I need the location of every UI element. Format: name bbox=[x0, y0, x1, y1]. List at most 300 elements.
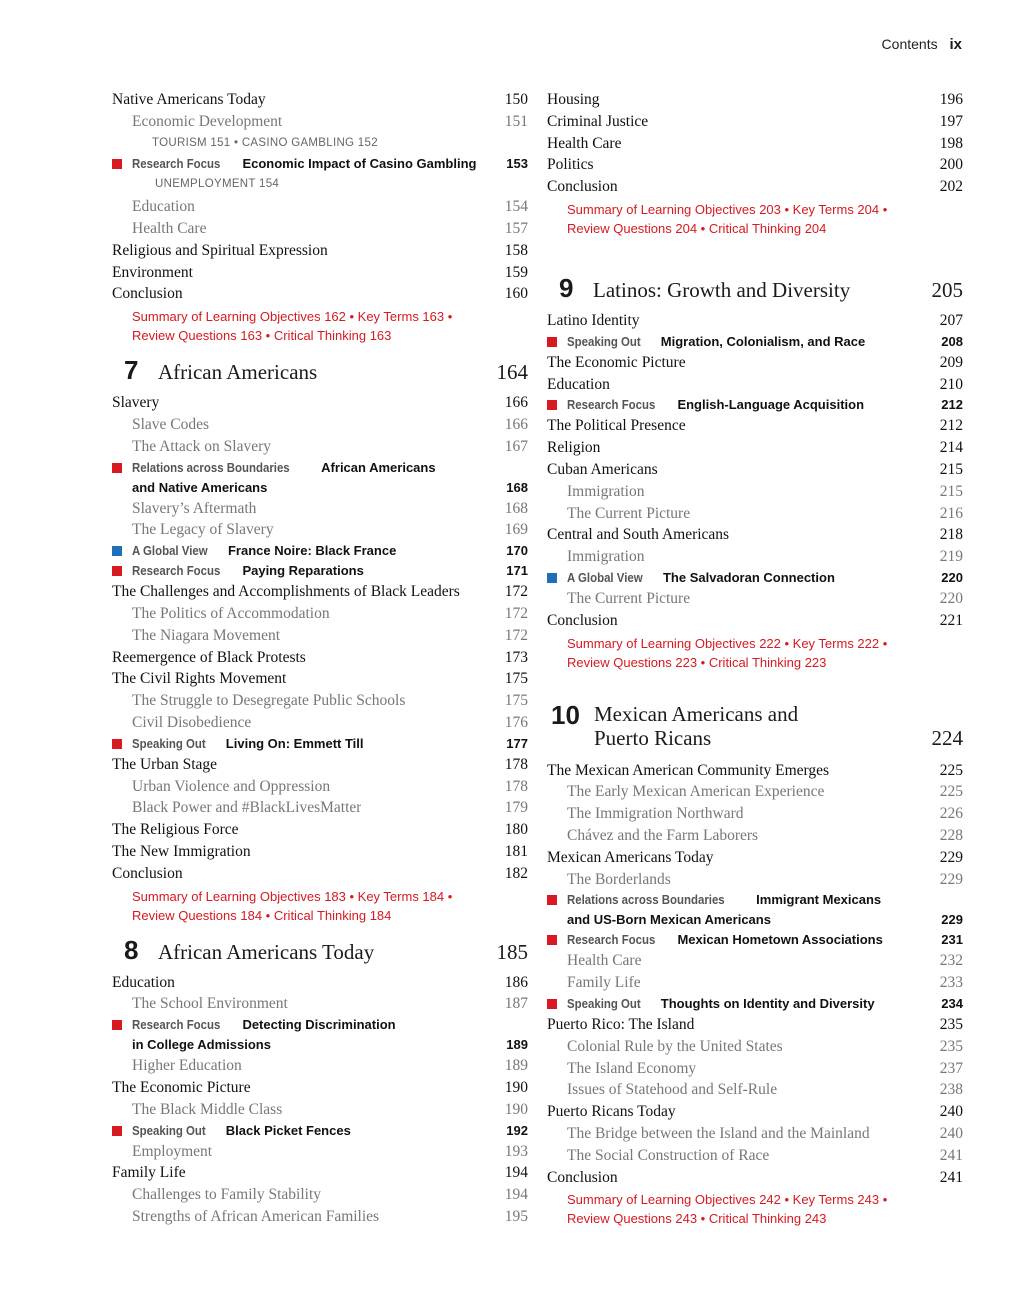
chapter-heading-7[interactable] bbox=[112, 355, 528, 386]
entry-title: The Economic Picture bbox=[547, 353, 686, 371]
entry-title: Strengths of African American Families bbox=[132, 1207, 380, 1225]
square-bullet-icon bbox=[112, 566, 122, 576]
entry-page: 166 bbox=[504, 415, 528, 433]
feature-title: Migration, Colonialism, and Race bbox=[660, 333, 866, 349]
entry-title: The Struggle to Desegregate Public Schools bbox=[132, 692, 406, 710]
entry-title: Health Care bbox=[567, 952, 642, 970]
toc-subentry[interactable] bbox=[112, 111, 528, 133]
toc-right-column bbox=[547, 89, 963, 1231]
toc-subentry[interactable] bbox=[547, 503, 963, 525]
feature-box-entry[interactable] bbox=[112, 458, 528, 498]
toc-entry[interactable] bbox=[547, 111, 963, 133]
entry-page: 189 bbox=[504, 1057, 528, 1075]
entry-title: Cuban Americans bbox=[547, 460, 658, 478]
feature-label: A Global View bbox=[567, 569, 643, 585]
square-bullet-icon bbox=[547, 337, 557, 347]
entry-title: Religious and Spiritual Expression bbox=[112, 241, 328, 259]
entry-page: 166 bbox=[504, 394, 528, 412]
toc-subentry[interactable] bbox=[547, 825, 963, 847]
entry-page: 179 bbox=[504, 799, 528, 817]
toc-entry[interactable] bbox=[547, 524, 963, 546]
toc-entry[interactable] bbox=[112, 972, 528, 994]
square-bullet-icon bbox=[547, 999, 557, 1009]
entry-page: 237 bbox=[939, 1059, 963, 1077]
entry-title: Higher Education bbox=[132, 1057, 242, 1075]
entry-page: 190 bbox=[504, 1078, 528, 1096]
entry-title: The Current Picture bbox=[567, 504, 691, 522]
entry-title: Housing bbox=[547, 91, 600, 108]
feature-label: A Global View bbox=[132, 543, 208, 559]
chapter-title: Mexican Americans and bbox=[594, 701, 799, 726]
entry-title: The Black Middle Class bbox=[132, 1100, 283, 1118]
entry-title: The Borderlands bbox=[567, 870, 671, 888]
entry-page: 178 bbox=[504, 777, 528, 795]
entry-page: 154 bbox=[504, 198, 528, 216]
entry-title: Slave Codes bbox=[132, 415, 210, 433]
toc-subentry[interactable] bbox=[112, 1055, 528, 1077]
entry-title: The Urban Stage bbox=[112, 755, 218, 773]
entry-title: Education bbox=[112, 973, 175, 991]
entry-page: 226 bbox=[939, 805, 963, 823]
entry-title: Black Power and #BlackLivesMatter bbox=[132, 799, 362, 817]
toc-entry[interactable] bbox=[547, 352, 963, 374]
toc-entry[interactable] bbox=[547, 1167, 963, 1189]
entry-title: The Bridge between the Island and the Mainland bbox=[567, 1124, 870, 1142]
feature-box-entry[interactable] bbox=[547, 994, 963, 1014]
entry-page: 167 bbox=[504, 437, 528, 455]
toc-subentry[interactable] bbox=[547, 1036, 963, 1058]
chapter-page: 185 bbox=[496, 939, 528, 964]
toc-entry[interactable] bbox=[112, 754, 528, 776]
entry-title: Colonial Rule by the United States bbox=[567, 1037, 783, 1055]
toc-subentry[interactable] bbox=[112, 436, 528, 458]
entry-title: Education bbox=[132, 198, 195, 216]
toc-entry[interactable] bbox=[112, 240, 528, 262]
toc-subentry[interactable] bbox=[112, 1184, 528, 1206]
chapter-title: African Americans bbox=[158, 360, 318, 385]
toc-entry[interactable] bbox=[547, 610, 963, 632]
toc-subentry[interactable] bbox=[547, 481, 963, 503]
entry-title: Reemergence of Black Protests bbox=[112, 648, 306, 666]
toc-subentry[interactable] bbox=[112, 498, 528, 520]
entry-title: Health Care bbox=[547, 134, 622, 152]
entry-page: 158 bbox=[504, 241, 528, 259]
entry-page: 240 bbox=[939, 1124, 963, 1142]
entry-page: 235 bbox=[939, 1037, 963, 1055]
entry-page: 159 bbox=[504, 263, 528, 281]
entry-page: 229 bbox=[939, 848, 963, 866]
entry-title: The School Environment bbox=[132, 995, 288, 1013]
toc-subentry[interactable] bbox=[112, 519, 528, 541]
entry-title: Family Life bbox=[112, 1164, 186, 1182]
feature-box-entry[interactable] bbox=[547, 332, 963, 352]
toc-entry[interactable] bbox=[112, 1162, 528, 1184]
feature-title: Immigrant Mexicans bbox=[756, 892, 882, 908]
entry-title: Religion bbox=[547, 439, 601, 457]
toc-subentry[interactable] bbox=[112, 993, 528, 1015]
entry-page: 157 bbox=[504, 219, 528, 237]
entry-title: The Political Presence bbox=[547, 417, 686, 435]
feature-box-entry[interactable] bbox=[547, 890, 963, 930]
feature-box-entry[interactable] bbox=[112, 561, 528, 581]
feature-page: 220 bbox=[941, 569, 963, 585]
entry-page: 182 bbox=[504, 864, 528, 882]
chapter-page: 164 bbox=[496, 360, 528, 385]
feature-box-entry[interactable] bbox=[547, 568, 963, 588]
toc-subentry[interactable] bbox=[112, 776, 528, 798]
toc-subentry[interactable] bbox=[112, 690, 528, 712]
toc-subentry[interactable] bbox=[547, 1079, 963, 1101]
toc-entry[interactable] bbox=[547, 374, 963, 396]
feature-title: African Americans bbox=[321, 459, 436, 475]
entry-page: 210 bbox=[939, 375, 963, 393]
entry-title: The New Immigration bbox=[112, 842, 251, 860]
entry-title: Family Life bbox=[567, 974, 641, 992]
entry-title: The Mexican American Community Emerges bbox=[547, 761, 830, 779]
toc-entry[interactable] bbox=[112, 1077, 528, 1099]
toc-entry[interactable] bbox=[547, 176, 963, 198]
entry-title: Puerto Rico: The Island bbox=[547, 1015, 695, 1033]
feature-box-entry[interactable] bbox=[112, 1015, 528, 1055]
entry-page: 215 bbox=[939, 460, 963, 478]
toc-entry[interactable] bbox=[547, 1101, 963, 1123]
entry-title: The Legacy of Slavery bbox=[132, 521, 274, 539]
chapter-review-links[interactable] bbox=[547, 634, 963, 672]
toc-entry[interactable] bbox=[547, 459, 963, 481]
entry-page: 209 bbox=[939, 353, 963, 371]
feature-title-line-2: and US-Born Mexican Americans bbox=[567, 912, 771, 928]
toc-entry[interactable] bbox=[547, 1014, 963, 1036]
feature-box-entry[interactable] bbox=[547, 395, 963, 415]
entry-page: 218 bbox=[939, 526, 963, 544]
review-links-line: Summary of Learning Objectives 222 • Key Terms 222 • bbox=[567, 635, 888, 651]
entry-page: 233 bbox=[939, 974, 963, 992]
entry-page: 200 bbox=[939, 156, 963, 174]
entry-page: 194 bbox=[504, 1186, 528, 1204]
entry-page: 216 bbox=[939, 504, 963, 522]
entry-page: 186 bbox=[504, 973, 528, 991]
toc-subentry[interactable] bbox=[547, 781, 963, 803]
toc-entry[interactable] bbox=[112, 647, 528, 669]
feature-box-entry[interactable] bbox=[112, 154, 528, 174]
feature-page: 177 bbox=[506, 735, 528, 751]
entry-page: 168 bbox=[504, 499, 528, 517]
feature-box-entry[interactable] bbox=[547, 930, 963, 950]
entry-page: 221 bbox=[939, 611, 963, 629]
square-bullet-icon bbox=[112, 159, 122, 169]
section-title: Contents bbox=[881, 36, 938, 52]
feature-page: 192 bbox=[506, 1122, 528, 1138]
entry-title: Conclusion bbox=[112, 864, 183, 882]
page-number: ix bbox=[949, 36, 962, 53]
entry-page: 150 bbox=[504, 91, 528, 108]
chapter-page: 224 bbox=[931, 725, 963, 750]
entry-page: 225 bbox=[939, 761, 963, 779]
toc-subentry[interactable] bbox=[112, 1099, 528, 1121]
entry-title: Central and South Americans bbox=[547, 526, 730, 544]
toc-entry[interactable] bbox=[112, 841, 528, 863]
entry-page: 241 bbox=[939, 1146, 963, 1164]
feature-page: 171 bbox=[506, 563, 528, 579]
review-links-line: Summary of Learning Objectives 162 • Key Terms 163 • bbox=[132, 309, 453, 325]
entry-page: 219 bbox=[939, 548, 963, 566]
entry-page: 194 bbox=[504, 1164, 528, 1182]
toc-entry[interactable] bbox=[112, 89, 528, 111]
chapter-page: 205 bbox=[931, 277, 963, 302]
entry-title: Challenges to Family Stability bbox=[132, 1186, 322, 1204]
entry-page: 180 bbox=[504, 821, 528, 839]
running-header bbox=[882, 36, 962, 53]
review-links-line: Summary of Learning Objectives 183 • Key Terms 184 • bbox=[132, 888, 453, 904]
entry-title: The Attack on Slavery bbox=[132, 437, 272, 455]
chapter-heading-9[interactable] bbox=[547, 273, 963, 304]
entry-title: The Immigration Northward bbox=[567, 805, 744, 823]
feature-page: 231 bbox=[941, 932, 963, 948]
toc-entry[interactable] bbox=[547, 133, 963, 155]
toc-entry[interactable] bbox=[112, 819, 528, 841]
toc-subentry[interactable] bbox=[112, 797, 528, 819]
square-bullet-icon bbox=[112, 463, 122, 473]
review-links-line: Review Questions 223 • Critical Thinking 223 bbox=[567, 654, 827, 670]
chapter-review-links[interactable] bbox=[547, 200, 963, 238]
entry-page: 197 bbox=[939, 112, 963, 130]
toc-subentry[interactable] bbox=[112, 414, 528, 436]
feature-title: Economic Impact of Casino Gambling bbox=[242, 156, 477, 172]
entry-title: Conclusion bbox=[112, 285, 183, 303]
toc-subentry[interactable] bbox=[547, 803, 963, 825]
toc-entry[interactable] bbox=[112, 262, 528, 284]
toc-entry[interactable] bbox=[112, 581, 528, 603]
toc-subentry[interactable] bbox=[112, 712, 528, 734]
entry-title: The Economic Picture bbox=[112, 1078, 251, 1096]
entry-title: Education bbox=[547, 375, 610, 393]
square-bullet-icon bbox=[112, 546, 122, 556]
toc-subentry[interactable] bbox=[547, 1058, 963, 1080]
entry-title: Health Care bbox=[132, 219, 207, 237]
square-bullet-icon bbox=[547, 400, 557, 410]
feature-label: Speaking Out bbox=[567, 333, 641, 349]
chapter-heading-10[interactable] bbox=[547, 698, 963, 752]
review-links-line: Summary of Learning Objectives 203 • Key Terms 204 • bbox=[567, 201, 888, 217]
review-links-line: Review Questions 204 • Critical Thinking 204 bbox=[567, 220, 827, 236]
entry-page: 173 bbox=[504, 648, 528, 666]
toc-entry[interactable] bbox=[547, 847, 963, 869]
feature-label: Speaking Out bbox=[567, 995, 641, 1011]
feature-page: 170 bbox=[506, 543, 528, 559]
feature-label: Research Focus bbox=[132, 1017, 221, 1033]
square-bullet-icon bbox=[547, 573, 557, 583]
entry-title: Immigration bbox=[567, 482, 645, 500]
feature-label: Research Focus bbox=[567, 932, 656, 948]
entry-title: Latino Identity bbox=[547, 311, 640, 329]
toc-subentry[interactable] bbox=[112, 196, 528, 218]
toc-subentry[interactable] bbox=[547, 1123, 963, 1145]
entry-page: 235 bbox=[939, 1015, 963, 1033]
feature-title: English-Language Acquisition bbox=[677, 397, 865, 413]
feature-title-line-2: in College Admissions bbox=[132, 1037, 271, 1053]
toc-subentry[interactable] bbox=[547, 1145, 963, 1167]
toc-entry[interactable] bbox=[112, 392, 528, 414]
entry-page: 214 bbox=[939, 439, 963, 457]
feature-page: 234 bbox=[941, 995, 963, 1011]
feature-label: Speaking Out bbox=[132, 1122, 206, 1138]
toc-entry[interactable] bbox=[547, 89, 963, 111]
entry-title: Native Americans Today bbox=[112, 91, 266, 108]
entry-page: 198 bbox=[939, 134, 963, 152]
feature-title: Black Picket Fences bbox=[225, 1122, 351, 1138]
entry-page: 220 bbox=[939, 589, 963, 607]
entry-title: Conclusion bbox=[547, 611, 618, 629]
entry-title: The Early Mexican American Experience bbox=[567, 783, 825, 801]
toc-entry[interactable] bbox=[547, 437, 963, 459]
feature-title: The Salvadoran Connection bbox=[662, 569, 835, 585]
entry-title: Chávez and the Farm Laborers bbox=[567, 826, 759, 844]
entry-page: 232 bbox=[939, 952, 963, 970]
entry-page: 175 bbox=[504, 692, 528, 710]
entry-page: 172 bbox=[504, 626, 528, 644]
feature-label: Research Focus bbox=[132, 156, 221, 172]
feature-title: Thoughts on Identity and Diversity bbox=[660, 995, 875, 1011]
entry-page: 215 bbox=[939, 482, 963, 500]
chapter-heading-8[interactable] bbox=[112, 935, 528, 966]
toc-subentry[interactable] bbox=[112, 1141, 528, 1163]
square-bullet-icon bbox=[112, 739, 122, 749]
feature-title: Detecting Discrimination bbox=[242, 1017, 396, 1033]
entry-title: Economic Development bbox=[132, 112, 283, 130]
entry-page: 195 bbox=[504, 1207, 528, 1225]
toc-entry[interactable] bbox=[112, 668, 528, 690]
feature-label: Research Focus bbox=[132, 563, 221, 579]
review-links-line: Review Questions 163 • Critical Thinking 163 bbox=[132, 328, 392, 344]
chapter-number: 10 bbox=[551, 699, 580, 730]
entry-page: 160 bbox=[504, 285, 528, 303]
toc-entry[interactable] bbox=[112, 863, 528, 885]
entry-title: Environment bbox=[112, 263, 193, 281]
entry-title: Immigration bbox=[567, 548, 645, 566]
toc-entry[interactable] bbox=[547, 415, 963, 437]
feature-page: 168 bbox=[506, 479, 528, 495]
toc-subentry[interactable] bbox=[547, 546, 963, 568]
toc-subentry[interactable] bbox=[112, 1206, 528, 1228]
feature-title: Living On: Emmett Till bbox=[225, 735, 364, 751]
entry-page: 176 bbox=[504, 713, 528, 731]
entry-title: Conclusion bbox=[547, 178, 618, 196]
review-links-line: Review Questions 184 • Critical Thinking 184 bbox=[132, 907, 392, 923]
entry-page: 212 bbox=[939, 417, 963, 435]
feature-page: 212 bbox=[941, 397, 963, 413]
chapter-title: Latinos: Growth and Diversity bbox=[593, 277, 851, 302]
entry-title: Slavery’s Aftermath bbox=[132, 499, 257, 517]
entry-page: 207 bbox=[939, 311, 963, 329]
feature-page: 229 bbox=[941, 912, 963, 928]
toc-subtopics: TOURISM 151 • CASINO GAMBLING 152 bbox=[152, 136, 378, 149]
entry-page: 229 bbox=[939, 870, 963, 888]
feature-label: Research Focus bbox=[567, 397, 656, 413]
entry-page: 190 bbox=[504, 1100, 528, 1118]
toc-entry[interactable] bbox=[547, 154, 963, 176]
entry-title: The Politics of Accommodation bbox=[132, 604, 330, 622]
toc-left-column bbox=[112, 89, 528, 1228]
entry-title: Politics bbox=[547, 156, 594, 174]
feature-box-entry[interactable] bbox=[112, 734, 528, 754]
feature-title: France Noire: Black France bbox=[227, 543, 397, 559]
entry-page: 225 bbox=[939, 783, 963, 801]
chapter-title-line-2: Puerto Ricans bbox=[594, 725, 712, 750]
entry-page: 181 bbox=[504, 842, 528, 860]
feature-page: 153 bbox=[506, 156, 528, 172]
entry-page: 238 bbox=[939, 1081, 963, 1099]
chapter-number: 7 bbox=[124, 355, 139, 386]
chapter-review-links[interactable] bbox=[547, 1190, 963, 1228]
toc-entry[interactable] bbox=[547, 310, 963, 332]
square-bullet-icon bbox=[112, 1020, 122, 1030]
entry-page: 172 bbox=[504, 604, 528, 622]
entry-page: 228 bbox=[939, 826, 963, 844]
entry-page: 241 bbox=[939, 1168, 963, 1186]
entry-page: 178 bbox=[504, 755, 528, 773]
entry-title: The Social Construction of Race bbox=[567, 1146, 770, 1164]
entry-title: The Challenges and Accomplishments of Black Leaders bbox=[112, 583, 460, 601]
entry-title: Urban Violence and Oppression bbox=[132, 777, 331, 795]
chapter-review-links[interactable] bbox=[112, 307, 528, 345]
review-links-line: Review Questions 243 • Critical Thinking 243 bbox=[567, 1211, 827, 1227]
toc-subentry[interactable] bbox=[112, 603, 528, 625]
toc-subentry[interactable] bbox=[112, 218, 528, 240]
entry-page: 196 bbox=[939, 91, 963, 108]
entry-page: 202 bbox=[939, 178, 963, 196]
entry-title: Criminal Justice bbox=[547, 112, 649, 130]
feature-box-entry[interactable] bbox=[112, 1121, 528, 1141]
chapter-title: African Americans Today bbox=[158, 939, 375, 964]
toc-entry[interactable] bbox=[547, 760, 963, 782]
feature-page: 208 bbox=[941, 333, 963, 349]
toc-subtopics: UNEMPLOYMENT 154 bbox=[155, 178, 280, 191]
chapter-review-links[interactable] bbox=[112, 887, 528, 925]
toc-subentry[interactable] bbox=[547, 950, 963, 972]
chapter-number: 8 bbox=[124, 934, 139, 965]
entry-title: The Civil Rights Movement bbox=[112, 670, 287, 688]
feature-box-entry[interactable] bbox=[112, 541, 528, 561]
entry-page: 172 bbox=[504, 583, 528, 601]
entry-title: Puerto Ricans Today bbox=[547, 1103, 676, 1121]
toc-entry[interactable] bbox=[112, 283, 528, 305]
entry-title: Employment bbox=[132, 1142, 213, 1160]
entry-title: Mexican Americans Today bbox=[547, 848, 714, 866]
entry-page: 175 bbox=[504, 670, 528, 688]
entry-page: 151 bbox=[504, 112, 528, 130]
feature-label: Relations across Boundaries bbox=[567, 892, 725, 908]
entry-title: The Island Economy bbox=[567, 1059, 697, 1077]
square-bullet-icon bbox=[547, 935, 557, 945]
chapter-number: 9 bbox=[559, 272, 574, 303]
toc-subentry[interactable] bbox=[547, 972, 963, 994]
entry-page: 169 bbox=[504, 521, 528, 539]
feature-title: Paying Reparations bbox=[242, 563, 364, 579]
review-links-line: Summary of Learning Objectives 242 • Key Terms 243 • bbox=[567, 1192, 888, 1208]
entry-title: Conclusion bbox=[547, 1168, 618, 1186]
feature-page: 189 bbox=[506, 1037, 528, 1053]
toc-subentry[interactable] bbox=[112, 625, 528, 647]
square-bullet-icon bbox=[112, 1126, 122, 1136]
entry-title: Slavery bbox=[112, 394, 160, 412]
entry-title: The Current Picture bbox=[567, 589, 691, 607]
feature-title-line-2: and Native Americans bbox=[132, 479, 268, 495]
toc-subentry[interactable] bbox=[547, 588, 963, 610]
toc-subentry[interactable] bbox=[547, 869, 963, 891]
feature-title: Mexican Hometown Associations bbox=[677, 932, 883, 948]
entry-page: 240 bbox=[939, 1103, 963, 1121]
entry-title: Civil Disobedience bbox=[132, 713, 252, 731]
